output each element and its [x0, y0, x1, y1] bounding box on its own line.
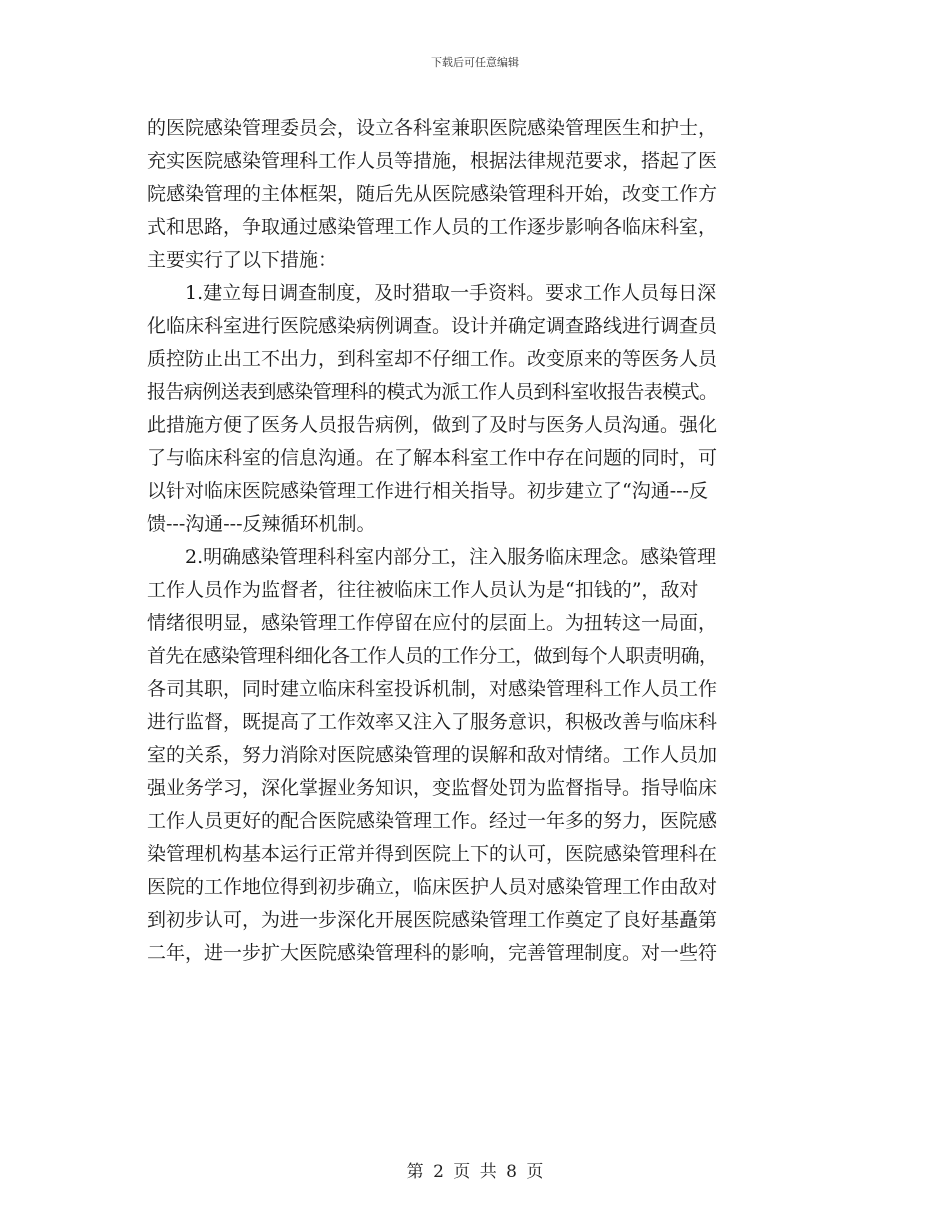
- text-line: 强业务学习，深化掌握业务知识，变监督处罚为监督指导。指导临床: [147, 777, 718, 799]
- text-line: 质控防止出工不出力，到科室却不仔细工作。改变原来的等医务人员: [147, 348, 718, 370]
- page-header: 下载后可任意编辑: [431, 56, 519, 69]
- text-line: 医院的工作地位得到初步确立，临床医护人员对感染管理工作由敌对: [147, 876, 718, 898]
- text-line: 各司其职，同时建立临床科室投诉机制，对感染管理科工作人员工作: [147, 678, 718, 700]
- text-line: 馈---沟通---反辣循环机制。: [147, 513, 376, 535]
- text-line: 染管理机构基本运行正常并得到医院上下的认可，医院感染管理科在: [147, 843, 718, 865]
- text-line: 的医院感染管理委员会，设立各科室兼职医院感染管理医生和护士，: [147, 117, 718, 139]
- text-line: 二年，进一步扩大医院感染管理科的影响，完善管理制度。对一些符: [147, 942, 718, 964]
- text-line: 室的关系，努力消除对医院感染管理的误解和敌对情绪。工作人员加: [147, 744, 718, 766]
- paragraph-2-start: 2.明确感染管理科科室内部分工，注入服务临床理念。感染管理: [185, 546, 717, 568]
- page-footer: 第 2 页 共 8 页: [406, 1162, 544, 1182]
- text-line: 工作人员更好的配合医院感染管理工作。经过一年多的努力，医院感: [147, 810, 718, 832]
- text-line: 首先在感染管理科细化各工作人员的工作分工，做到每个人职责明确，: [147, 645, 718, 667]
- text-line: 情绪很明显，感染管理工作停留在应付的层面上。为扭转这一局面，: [147, 612, 718, 634]
- text-line: 工作人员作为监督者，往往被临床工作人员认为是“扣钱的”，敌对: [147, 579, 699, 601]
- text-line: 报告病例送表到感染管理科的模式为派工作人员到科室收报告表模式。: [147, 381, 718, 403]
- text-line: 进行监督，既提高了工作效率又注入了服务意识，积极改善与临床科: [147, 711, 718, 733]
- paragraph-1-start: 1.建立每日调查制度，及时猎取一手资料。要求工作人员每日深: [185, 282, 717, 304]
- text-line: 主要实行了以下措施：: [147, 249, 338, 271]
- text-line: 以针对临床医院感染管理工作进行相关指导。初步建立了“沟通---反: [147, 480, 708, 502]
- text-line: 到初步认可，为进一步深化开展医院感染管理工作奠定了良好基矗第: [147, 909, 718, 931]
- document-body: [147, 112, 837, 970]
- text-line: 此措施方便了医务人员报告病例，做到了及时与医务人员沟通。强化: [147, 414, 718, 436]
- text-line: 了与临床科室的信息沟通。在了解本科室工作中存在问题的同时，可: [147, 447, 718, 469]
- text-line: 化临床科室进行医院感染病例调查。设计并确定调查路线进行调查员: [147, 315, 718, 337]
- text-line: 式和思路，争取通过感染管理工作人员的工作逐步影响各临床科室，: [147, 216, 718, 238]
- text-line: 充实医院感染管理科工作人员等措施，根据法律规范要求，搭起了医: [147, 150, 718, 172]
- text-line: 院感染管理的主体框架，随后先从医院感染管理科开始，改变工作方: [147, 183, 718, 205]
